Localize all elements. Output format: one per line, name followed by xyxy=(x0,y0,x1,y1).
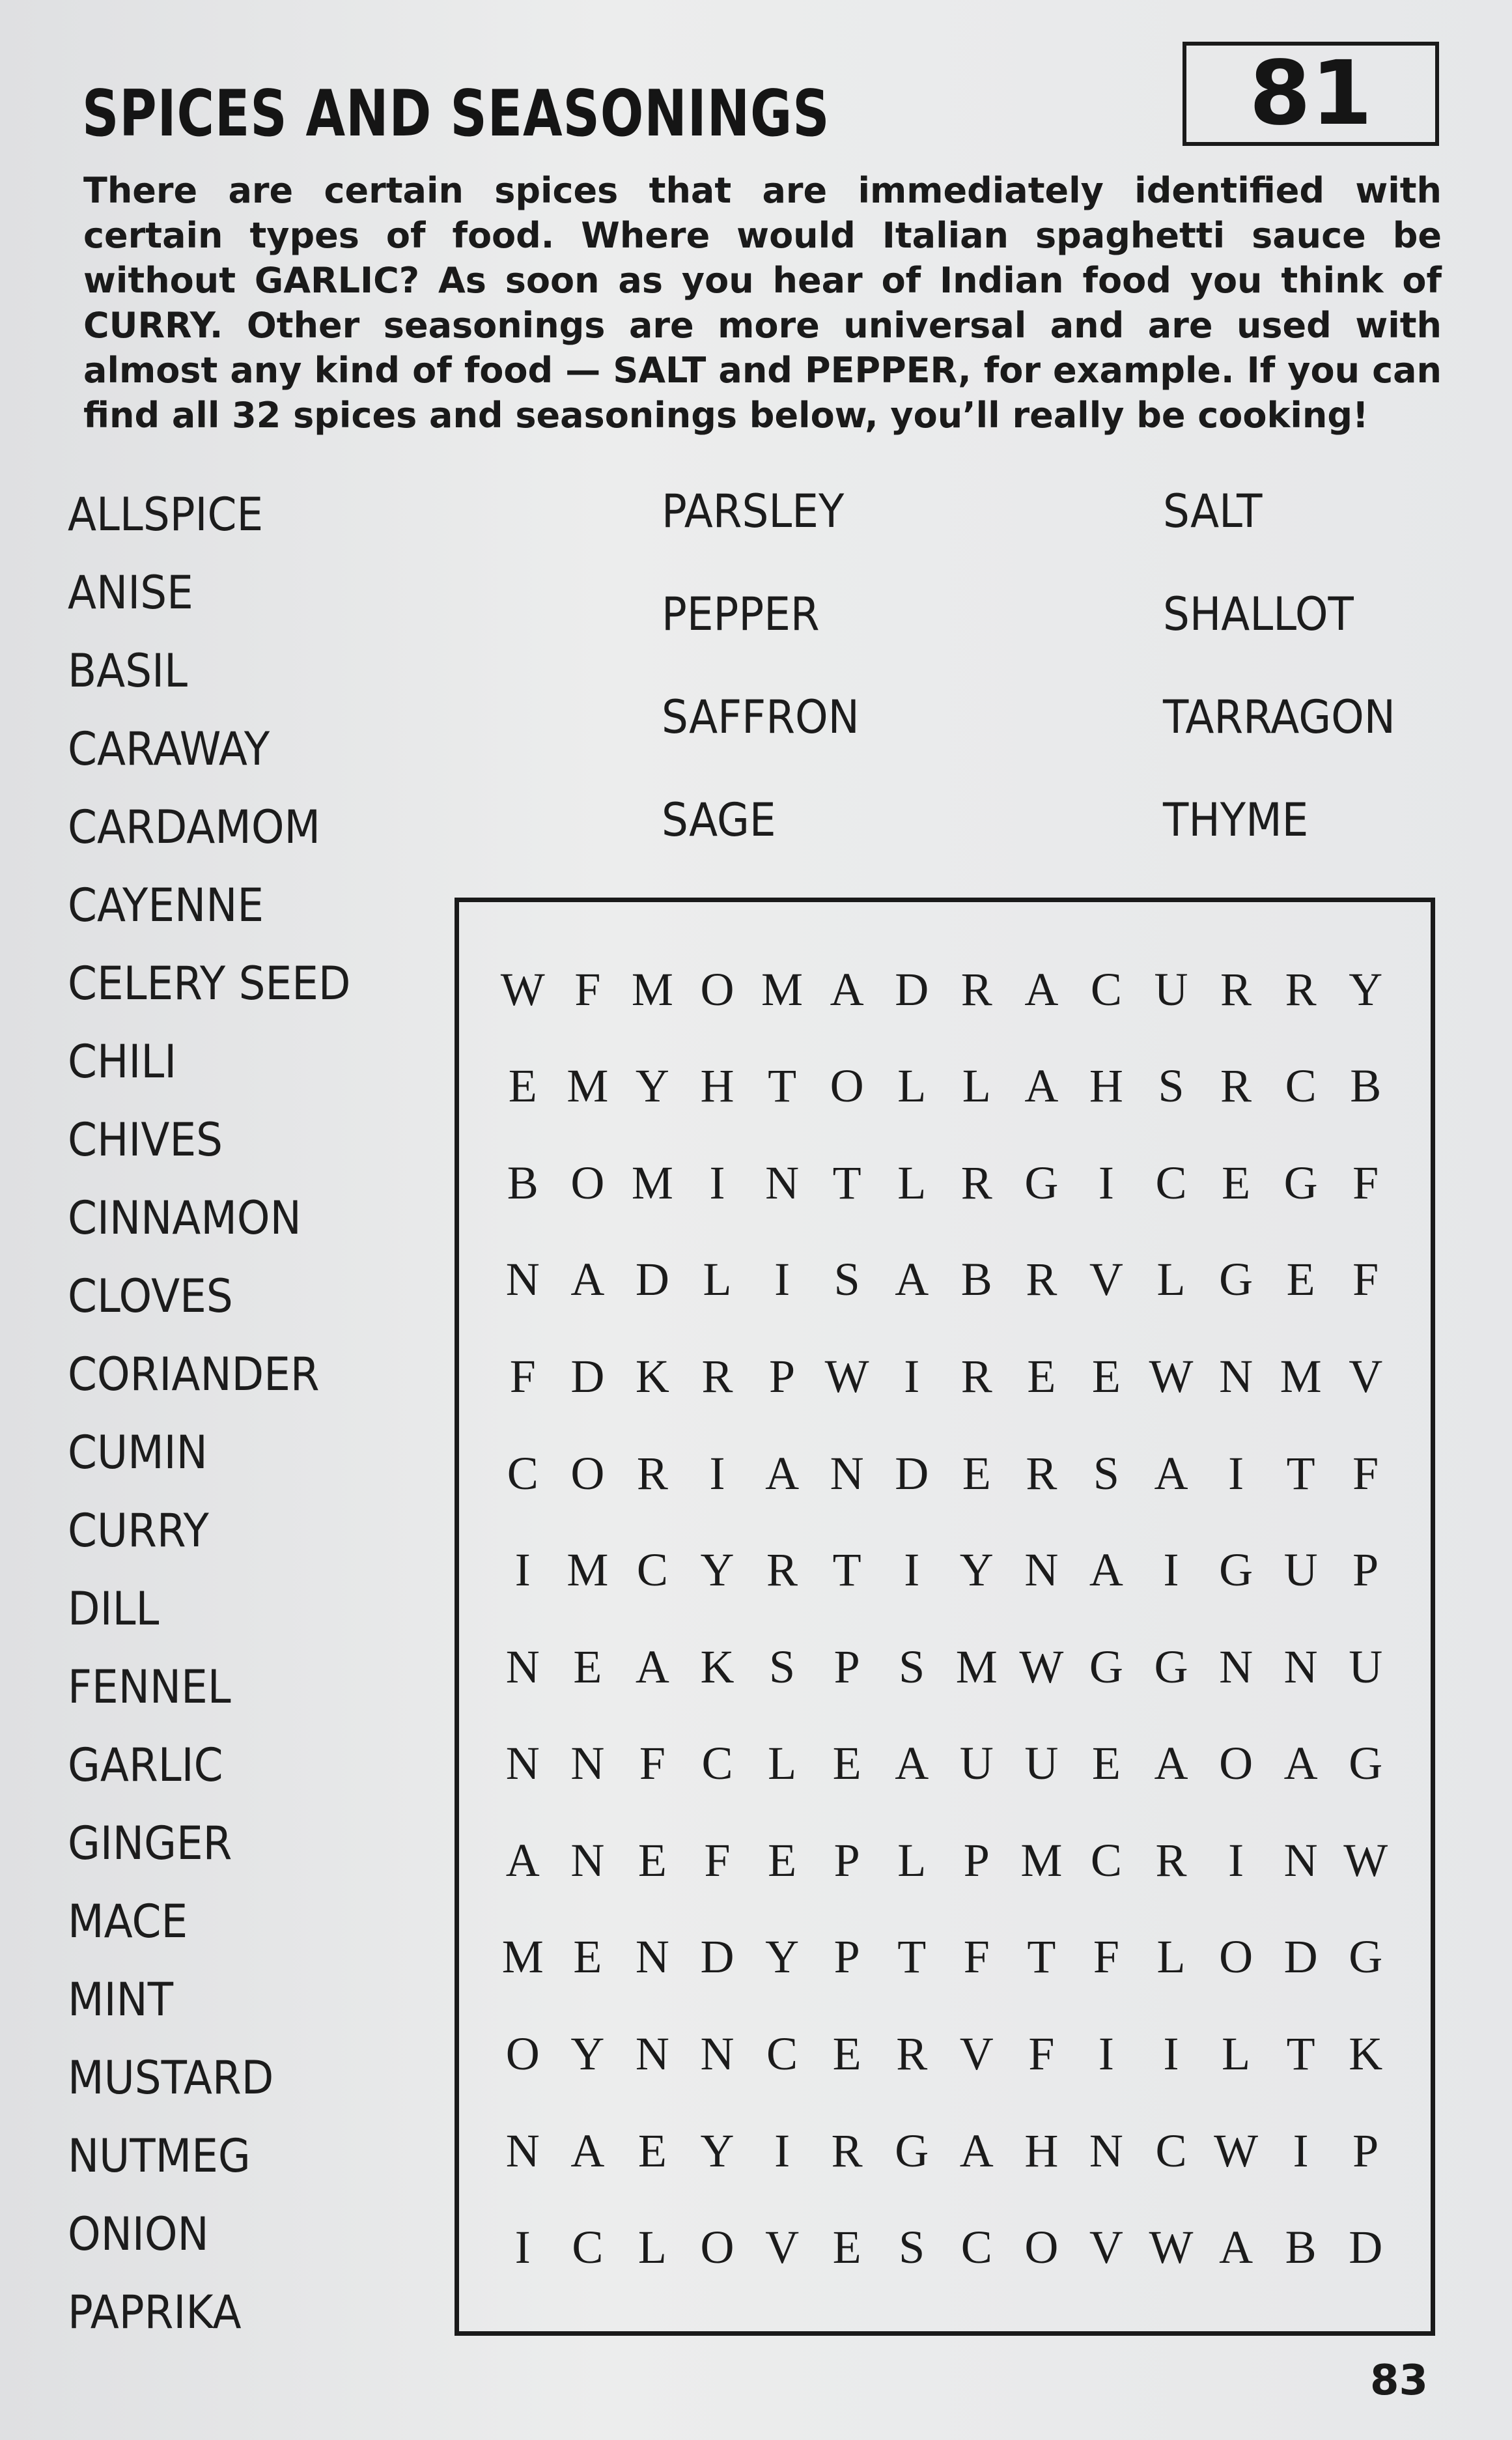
grid-letter[interactable]: V xyxy=(765,2221,800,2274)
grid-letter[interactable]: E xyxy=(962,1447,991,1499)
grid-letter[interactable]: E xyxy=(1286,1253,1315,1306)
grid-letter[interactable]: P xyxy=(769,1350,796,1403)
word-list-item: TARRAGON xyxy=(1163,690,1395,744)
grid-letter[interactable]: G xyxy=(1089,1640,1123,1693)
grid-letter[interactable]: C xyxy=(1090,963,1122,1015)
grid-letter[interactable]: E xyxy=(573,1640,602,1693)
grid-letter[interactable]: U xyxy=(1024,1737,1059,1790)
grid-letter[interactable]: E xyxy=(768,1834,797,1886)
grid-letter[interactable]: I xyxy=(1163,2028,1179,2080)
grid-letter[interactable]: U xyxy=(1283,1544,1318,1596)
grid-letter[interactable]: W xyxy=(1149,2221,1194,2274)
grid-letter[interactable]: Y xyxy=(765,1931,800,1983)
grid-letter[interactable]: L xyxy=(897,1060,927,1113)
grid-letter[interactable]: R xyxy=(960,963,992,1015)
grid-letter[interactable]: I xyxy=(774,2124,791,2177)
grid-letter[interactable]: A xyxy=(570,1253,605,1306)
grid-letter[interactable]: M xyxy=(955,1640,998,1693)
grid-letter[interactable]: A xyxy=(1154,1737,1188,1790)
grid-letter[interactable]: N xyxy=(570,1737,605,1790)
grid-letter[interactable]: A xyxy=(1283,1737,1318,1790)
word-list-item: SAGE xyxy=(662,793,776,847)
grid-letter[interactable]: N xyxy=(1283,1640,1318,1693)
grid-letter[interactable]: L xyxy=(637,2221,667,2274)
grid-letter[interactable]: O xyxy=(700,963,735,1015)
grid-letter[interactable]: O xyxy=(1219,1737,1253,1790)
grid-letter[interactable]: I xyxy=(709,1156,725,1209)
grid-letter[interactable]: M xyxy=(631,963,673,1015)
puzzle-number: 81 xyxy=(1249,42,1373,145)
grid-letter[interactable]: F xyxy=(509,1350,536,1403)
word-list-item: MACE xyxy=(68,1895,188,1948)
grid-letter[interactable]: I xyxy=(709,1447,725,1499)
grid-letter[interactable]: A xyxy=(635,1640,669,1693)
grid-letter[interactable]: D xyxy=(700,1931,735,1983)
grid-letter[interactable]: E xyxy=(1222,1156,1251,1209)
grid-letter[interactable]: T xyxy=(1286,2028,1315,2080)
word-list-item: CINNAMON xyxy=(68,1191,301,1245)
grid-letter[interactable]: V xyxy=(959,2028,994,2080)
grid-letter[interactable]: G xyxy=(1219,1544,1253,1596)
grid-letter[interactable]: Y xyxy=(959,1544,994,1596)
grid-letter[interactable]: U xyxy=(1154,963,1188,1015)
grid-letter[interactable]: V xyxy=(1349,1350,1383,1403)
word-list-column-2 xyxy=(662,469,876,881)
grid-letter[interactable]: U xyxy=(959,1737,994,1790)
grid-letter[interactable]: K xyxy=(635,1350,669,1403)
word-list-column-3 xyxy=(1163,469,1416,881)
grid-letter[interactable]: K xyxy=(1349,2028,1383,2080)
grid-letter[interactable]: L xyxy=(897,1156,927,1209)
grid-letter[interactable]: C xyxy=(1090,1834,1122,1886)
grid-letter[interactable]: N xyxy=(505,2124,540,2177)
grid-letter[interactable]: P xyxy=(1352,1544,1379,1596)
grid-letter[interactable]: O xyxy=(700,2221,735,2274)
grid-letter[interactable]: N xyxy=(765,1156,800,1209)
word-list-item: CARAWAY xyxy=(68,722,270,776)
grid-letter[interactable]: I xyxy=(1163,1544,1179,1596)
grid-letter[interactable]: G xyxy=(1154,1640,1188,1693)
word-list-item: ONION xyxy=(68,2207,209,2261)
grid-letter[interactable]: L xyxy=(1156,1931,1186,1983)
grid-letter[interactable]: I xyxy=(904,1544,920,1596)
grid-letter[interactable]: T xyxy=(1286,1447,1315,1499)
grid-letter[interactable]: R xyxy=(1285,963,1317,1015)
grid-letter[interactable]: I xyxy=(774,1253,791,1306)
word-search-box xyxy=(455,898,1435,2336)
grid-letter[interactable]: E xyxy=(832,2221,861,2274)
grid-letter[interactable]: G xyxy=(1219,1253,1253,1306)
grid-letter[interactable]: F xyxy=(1352,1253,1379,1306)
grid-letter[interactable]: A xyxy=(765,1447,800,1499)
grid-letter[interactable]: C xyxy=(1155,1156,1187,1209)
word-list-item: PAPRIKA xyxy=(68,2286,242,2339)
grid-letter[interactable]: A xyxy=(895,1253,929,1306)
word-list-item: FENNEL xyxy=(68,1660,231,1714)
grid-letter[interactable]: T xyxy=(768,1060,797,1113)
word-list-item: THYME xyxy=(1163,793,1309,847)
grid-letter[interactable]: D xyxy=(895,1447,929,1499)
word-list-item: ANISE xyxy=(68,566,193,619)
grid-letter[interactable]: P xyxy=(833,1834,860,1886)
grid-letter[interactable]: N xyxy=(635,2028,669,2080)
word-list-item: CHIVES xyxy=(68,1113,223,1167)
grid-letter[interactable]: F xyxy=(639,1737,665,1790)
grid-letter[interactable]: I xyxy=(1228,1834,1244,1886)
grid-letter[interactable]: M xyxy=(567,1060,609,1113)
grid-letter[interactable]: C xyxy=(960,2221,992,2274)
grid-letter[interactable]: F xyxy=(574,963,601,1015)
grid-letter[interactable]: A xyxy=(1024,1060,1059,1113)
word-list-item: MUSTARD xyxy=(68,2051,274,2105)
grid-letter[interactable]: C xyxy=(766,2028,798,2080)
grid-letter[interactable]: A xyxy=(830,963,864,1015)
grid-letter[interactable]: S xyxy=(899,1640,925,1693)
grid-letter[interactable]: I xyxy=(514,2221,531,2274)
grid-letter[interactable]: R xyxy=(636,1447,668,1499)
grid-letter[interactable]: S xyxy=(833,1253,860,1306)
grid-letter[interactable]: O xyxy=(505,2028,540,2080)
grid-letter[interactable]: N xyxy=(830,1447,864,1499)
word-list-item: ALLSPICE xyxy=(68,488,264,541)
page-title: SPICES AND SEASONINGS xyxy=(82,77,830,151)
grid-letter[interactable]: C xyxy=(572,2221,604,2274)
grid-letter[interactable]: Y xyxy=(700,2124,735,2177)
grid-letter[interactable]: G xyxy=(895,2124,929,2177)
grid-letter[interactable]: D xyxy=(1349,2221,1383,2274)
grid-letter[interactable]: R xyxy=(766,1544,798,1596)
grid-letter[interactable]: A xyxy=(505,1834,540,1886)
grid-letter[interactable]: N xyxy=(1089,2124,1123,2177)
grid-letter[interactable]: O xyxy=(570,1447,605,1499)
word-list-item: CAYENNE xyxy=(68,879,264,932)
word-list-item: GINGER xyxy=(68,1817,232,1870)
page-number: 83 xyxy=(1370,2357,1429,2405)
grid-letter[interactable]: G xyxy=(1349,1737,1383,1790)
puzzle-number-box xyxy=(1183,42,1439,146)
grid-letter[interactable]: C xyxy=(1155,2124,1187,2177)
grid-letter[interactable]: W xyxy=(1149,1350,1194,1403)
grid-letter[interactable]: W xyxy=(1343,1834,1388,1886)
word-list-item: SAFFRON xyxy=(662,690,860,744)
grid-letter[interactable]: F xyxy=(1352,1156,1379,1209)
grid-letter[interactable]: D xyxy=(570,1350,605,1403)
grid-letter[interactable]: R xyxy=(896,2028,928,2080)
grid-letter[interactable]: I xyxy=(904,1350,920,1403)
grid-letter[interactable]: Y xyxy=(1349,963,1383,1015)
grid-letter[interactable]: K xyxy=(700,1640,735,1693)
grid-letter[interactable]: C xyxy=(701,1737,733,1790)
grid-letter[interactable]: M xyxy=(1020,1834,1063,1886)
grid-letter[interactable]: N xyxy=(505,1640,540,1693)
grid-letter[interactable]: A xyxy=(895,1737,929,1790)
word-list-item: SALT xyxy=(1163,485,1263,538)
grid-letter[interactable]: N xyxy=(505,1253,540,1306)
grid-letter[interactable]: A xyxy=(1089,1544,1123,1596)
grid-letter[interactable]: E xyxy=(637,1834,667,1886)
grid-letter[interactable]: S xyxy=(1093,1447,1119,1499)
word-list-item: GARLIC xyxy=(68,1738,223,1792)
grid-letter[interactable]: N xyxy=(1219,1640,1253,1693)
grid-letter[interactable]: R xyxy=(1026,1253,1057,1306)
grid-letter[interactable]: P xyxy=(833,1931,860,1983)
grid-letter[interactable]: O xyxy=(830,1060,864,1113)
word-list-item: CURRY xyxy=(68,1504,209,1557)
grid-letter[interactable]: N xyxy=(505,1737,540,1790)
word-list-item: CORIANDER xyxy=(68,1348,320,1401)
grid-letter[interactable]: G xyxy=(1349,1931,1383,1983)
grid-letter[interactable]: W xyxy=(500,963,545,1015)
grid-letter[interactable]: G xyxy=(1283,1156,1318,1209)
grid-letter[interactable]: C xyxy=(636,1544,668,1596)
grid-letter[interactable]: A xyxy=(1219,2221,1253,2274)
grid-letter[interactable]: N xyxy=(635,1931,669,1983)
grid-letter[interactable]: A xyxy=(570,2124,605,2177)
grid-letter[interactable]: L xyxy=(1222,2028,1251,2080)
grid-letter[interactable]: B xyxy=(1285,2221,1317,2274)
grid-letter[interactable]: S xyxy=(769,1640,796,1693)
grid-letter[interactable]: F xyxy=(963,1931,990,1983)
grid-letter[interactable]: G xyxy=(1024,1156,1059,1209)
grid-letter[interactable]: L xyxy=(768,1737,797,1790)
grid-letter[interactable]: I xyxy=(1293,2124,1309,2177)
grid-letter[interactable]: W xyxy=(1214,2124,1259,2177)
grid-letter[interactable]: E xyxy=(832,2028,861,2080)
grid-letter[interactable]: L xyxy=(897,1834,927,1886)
grid-letter[interactable]: O xyxy=(570,1156,605,1209)
grid-letter[interactable]: A xyxy=(1154,1447,1188,1499)
grid-letter[interactable]: E xyxy=(1091,1737,1121,1790)
word-list-item: CELERY SEED xyxy=(68,957,351,1010)
grid-letter[interactable]: F xyxy=(1352,1447,1379,1499)
grid-letter[interactable]: M xyxy=(1280,1350,1322,1403)
grid-letter[interactable]: D xyxy=(1283,1931,1318,1983)
grid-letter[interactable]: N xyxy=(570,1834,605,1886)
grid-letter[interactable]: E xyxy=(1091,1350,1121,1403)
word-list-item: MINT xyxy=(68,1973,174,2026)
word-list-item: CUMIN xyxy=(68,1426,208,1479)
grid-letter[interactable]: T xyxy=(832,1156,861,1209)
grid-letter[interactable]: S xyxy=(899,2221,925,2274)
grid-letter[interactable]: W xyxy=(824,1350,869,1403)
grid-letter[interactable]: F xyxy=(704,1834,731,1886)
word-list-item: DILL xyxy=(68,1582,160,1636)
word-list-item: SHALLOT xyxy=(1163,588,1354,641)
grid-letter[interactable]: M xyxy=(631,1156,673,1209)
grid-letter[interactable]: M xyxy=(567,1544,609,1596)
grid-letter[interactable]: Y xyxy=(635,1060,669,1113)
grid-letter[interactable]: T xyxy=(897,1931,927,1983)
grid-letter[interactable]: S xyxy=(1158,1060,1184,1113)
word-list-item: NUTMEG xyxy=(68,2129,251,2183)
grid-letter[interactable]: C xyxy=(507,1447,539,1499)
word-list-item: PEPPER xyxy=(662,588,820,641)
grid-letter[interactable]: N xyxy=(1024,1544,1059,1596)
grid-letter[interactable]: B xyxy=(960,1253,992,1306)
grid-letter[interactable]: A xyxy=(1024,963,1059,1015)
grid-letter[interactable]: H xyxy=(1024,2124,1059,2177)
grid-letter[interactable]: M xyxy=(501,1931,544,1983)
intro-paragraph: There are certain spices that are immediately identified with certain types of food. Where would Italian spaghetti sauce be without GARLIC? As soon as you hear of Indian food you think of CURRY. Other seasonings are more universal and are used with almost any kind of food — SALT and PEPPER, for example. If you can find all 32 spices and seasonings below, you’ll really be cooking! xyxy=(83,170,1442,436)
grid-letter[interactable]: F xyxy=(1093,1931,1119,1983)
grid-letter[interactable]: V xyxy=(1089,2221,1123,2274)
grid-letter[interactable]: U xyxy=(1349,1640,1383,1693)
grid-letter[interactable]: B xyxy=(507,1156,539,1209)
grid-letter[interactable]: E xyxy=(573,1931,602,1983)
grid-letter[interactable]: Y xyxy=(570,2028,605,2080)
grid-letter[interactable]: I xyxy=(1098,1156,1114,1209)
grid-letter[interactable]: A xyxy=(959,2124,994,2177)
letter-grid xyxy=(490,941,1398,2296)
word-list-item: PARSLEY xyxy=(662,485,845,538)
grid-letter[interactable]: I xyxy=(514,1544,531,1596)
grid-letter[interactable]: E xyxy=(1027,1350,1056,1403)
grid-letter[interactable]: N xyxy=(700,2028,735,2080)
grid-letter[interactable]: O xyxy=(1219,1931,1253,1983)
grid-letter[interactable]: N xyxy=(1219,1350,1253,1403)
grid-letter[interactable]: R xyxy=(1220,963,1252,1015)
word-list-column-1 xyxy=(68,475,375,2351)
grid-letter[interactable]: M xyxy=(761,963,804,1015)
grid-letter[interactable]: V xyxy=(1089,1253,1123,1306)
grid-letter[interactable]: L xyxy=(703,1253,732,1306)
grid-letter[interactable]: R xyxy=(960,1350,992,1403)
grid-letter[interactable]: R xyxy=(831,2124,863,2177)
word-list-item: CLOVES xyxy=(68,1270,233,1323)
grid-letter[interactable]: E xyxy=(832,1737,861,1790)
grid-letter[interactable]: L xyxy=(1156,1253,1186,1306)
grid-letter[interactable]: P xyxy=(963,1834,990,1886)
grid-letter[interactable]: P xyxy=(833,1640,860,1693)
grid-letter[interactable]: P xyxy=(1352,2124,1379,2177)
word-list-item: CARDAMOM xyxy=(68,801,321,854)
grid-letter[interactable]: E xyxy=(508,1060,537,1113)
grid-letter[interactable]: R xyxy=(1155,1834,1187,1886)
word-list-item: CHILI xyxy=(68,1035,177,1088)
grid-letter[interactable]: O xyxy=(1024,2221,1059,2274)
grid-letter[interactable]: Y xyxy=(700,1544,735,1596)
grid-letter[interactable]: D xyxy=(895,963,929,1015)
grid-letter[interactable]: T xyxy=(832,1544,861,1596)
grid-letter[interactable]: F xyxy=(1028,2028,1055,2080)
grid-letter[interactable]: W xyxy=(1019,1640,1064,1693)
grid-letter[interactable]: I xyxy=(1098,2028,1114,2080)
grid-letter[interactable]: D xyxy=(635,1253,669,1306)
grid-letter[interactable]: R xyxy=(1220,1060,1252,1113)
grid-letter[interactable]: E xyxy=(637,2124,667,2177)
grid-letter[interactable]: H xyxy=(1089,1060,1123,1113)
grid-letter[interactable]: N xyxy=(1283,1834,1318,1886)
grid-letter[interactable]: R xyxy=(960,1156,992,1209)
word-list-item: BASIL xyxy=(68,644,188,698)
grid-letter[interactable]: R xyxy=(1026,1447,1057,1499)
grid-letter[interactable]: R xyxy=(701,1350,733,1403)
grid-letter[interactable]: H xyxy=(700,1060,735,1113)
grid-letter[interactable]: T xyxy=(1027,1931,1056,1983)
grid-letter[interactable]: I xyxy=(1228,1447,1244,1499)
grid-letter[interactable]: C xyxy=(1285,1060,1317,1113)
grid-letter[interactable]: B xyxy=(1350,1060,1382,1113)
grid-letter[interactable]: L xyxy=(962,1060,991,1113)
